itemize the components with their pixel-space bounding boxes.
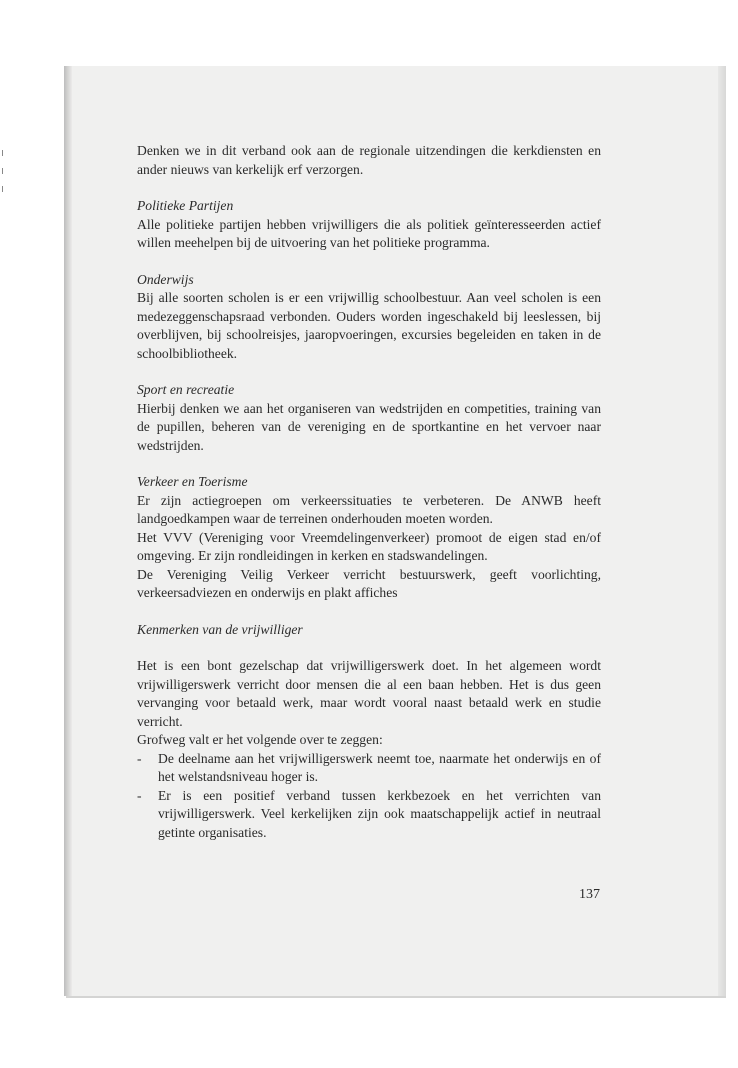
page-binding-shadow (64, 66, 72, 996)
heading-kenmerken: Kenmerken van de vrijwilliger (137, 621, 303, 637)
paragraph-politieke-partijen: Alle politieke partijen hebben vrijwilligers die als politiek geïnteresseerden actief willen meehelpen bij de uitvoering van het politieke programma. (137, 216, 601, 250)
page-text (137, 142, 601, 842)
paragraph-kenmerken-1: Het is een bont gezelschap dat vrijwilligerswerk doet. In het algemeen wordt vrijwilligerswerk verricht door mensen die al een baan hebben. Het is dus geen vervanging voor betaald werk, maar wordt vooral naast betaald werk en studie verricht. (137, 658, 601, 729)
paragraph-verkeer-2: Het VVV (Vereniging voor Vreemdelingenverkeer) promoot de eigen stad en/of omgeving. Er zijn rondleidingen in kerken en stadswandelingen. (137, 529, 601, 563)
paragraph-verkeer-1: Er zijn actiegroepen om verkeerssituaties te verbeteren. De ANWB heeft landgoedkampen waar de terreinen onderhouden moeten worden. (137, 492, 601, 526)
scan-edge-marks (2, 150, 6, 204)
paragraph-kenmerken-2: Grofweg valt er het volgende over te zeggen: (137, 732, 383, 747)
page-right-edge (718, 66, 726, 996)
list-item: - Er is een positief verband tussen kerkbezoek en het verrichten van vrijwilligerswerk. Veel kerkelijken zijn ook maatschappelijk actief in neutraal getinte organisaties. (137, 787, 601, 843)
page-number: 137 (579, 887, 600, 902)
paragraph-sport-en-recreatie: Hierbij denken we aan het organiseren van wedstrijden en competities, training van de pupillen, beheren van de vereniging en de sportkantine en het vervoer naar wedstrijden. (137, 400, 601, 453)
paragraph-onderwijs: Bij alle soorten scholen is er een vrijwillig schoolbestuur. Aan veel scholen is een medezeggenschapsraad verbonden. Ouders worden ingeschakeld bij leeslessen, bij overblijven, bij schoolreisjes, jaaropvoeringen, excursies begeleiden en taken in de schoolbibliotheek. (137, 290, 601, 361)
heading-sport-en-recreatie: Sport en recreatie (137, 382, 235, 397)
heading-onderwijs: Onderwijs (137, 271, 194, 287)
kenmerken-list (137, 750, 601, 843)
intro-paragraph: Denken we in dit verband ook aan de regionale uitzendingen die kerkdiensten en ander nieuws van kerkelijk erf verzorgen. (137, 143, 601, 177)
list-item: - De deelname aan het vrijwilligerswerk neemt toe, naarmate het onderwijs en of het welstandsniveau hoger is. (137, 750, 601, 787)
page-bottom-edge (66, 996, 726, 998)
heading-verkeer-en-toerisme: Verkeer en Toerisme (137, 474, 248, 489)
heading-politieke-partijen: Politieke Partijen (137, 198, 234, 213)
paragraph-verkeer-3: De Vereniging Veilig Verkeer verricht bestuurswerk, geeft voorlichting, verkeersadviezen en onderwijs en plakt affiches (137, 566, 601, 600)
